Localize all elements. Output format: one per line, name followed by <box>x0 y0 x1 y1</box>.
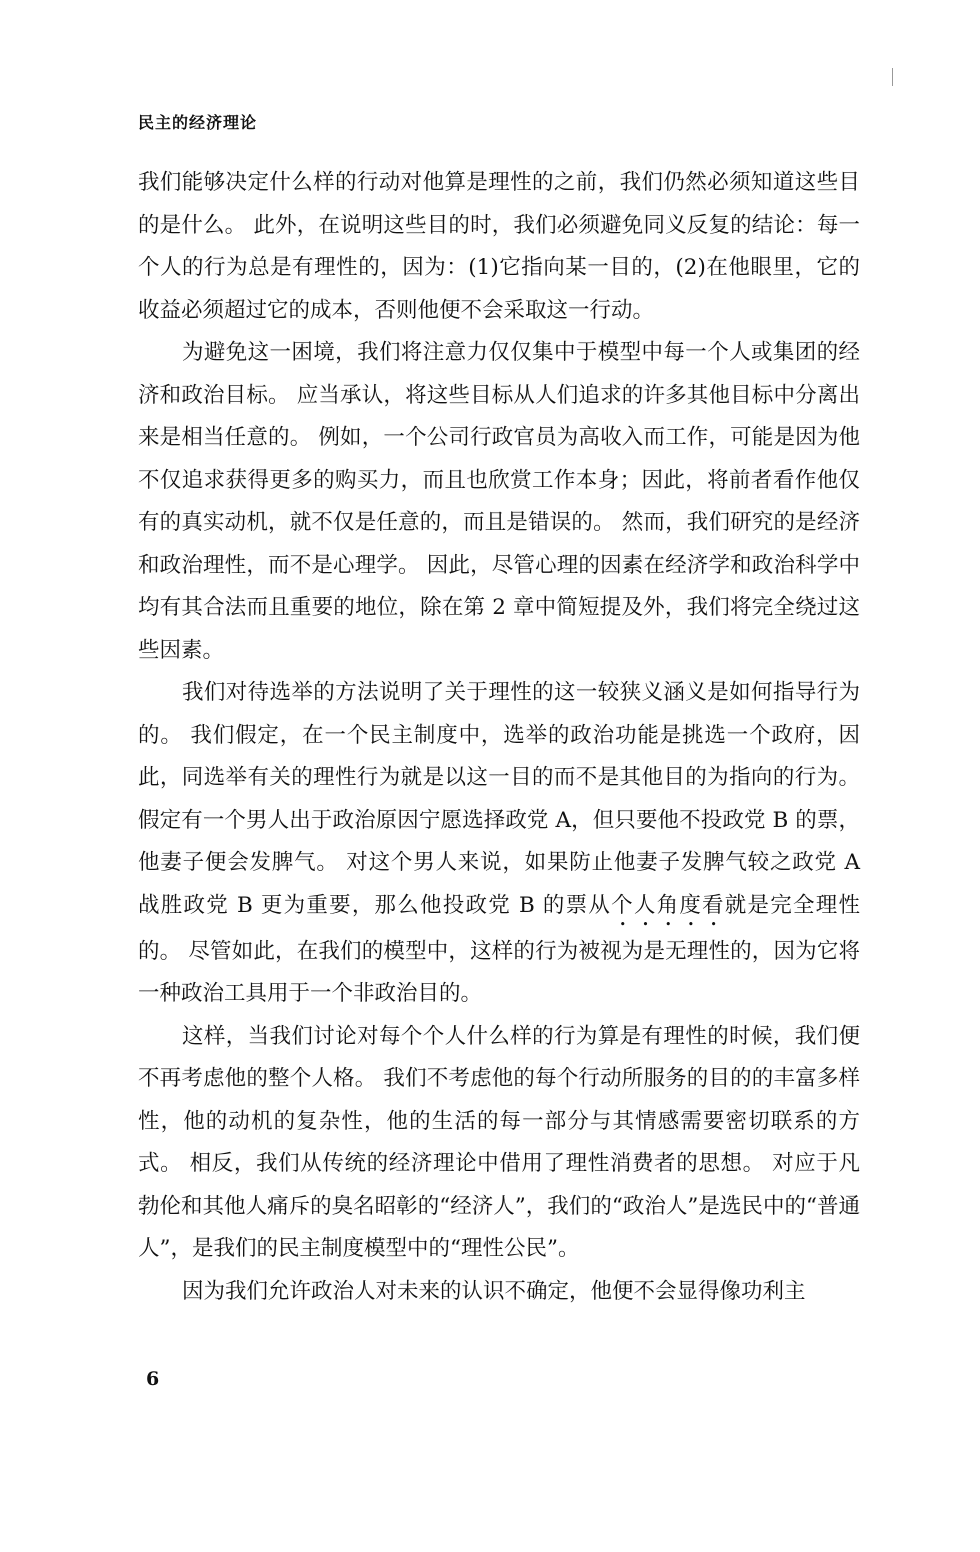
paragraph-1: 我们能够决定什么样的行动对他算是理性的之前，我们仍然必须知道这些目的是什么。 此外，在说明这些目的时，我们必须避免同义反复的结论：每一个人的行为总是有理性的，因为：(1)它指向某一目的，(2)在他眼里，它的收益必须超过它的成本，否则他便不会采取这一行动。 <box>138 170 860 323</box>
paragraph-3-text-before: 我们对待选举的方法说明了关于理性的这一较狭义涵义是如何指导行为的。 我们假定，在一个民主制度中，选举的政治功能是挑选一个政府，因此，同选举有关的理性行为就是以这一目的而不是其他目的为指向的行为。 假定有一个男人出于政治原因宁愿选择政党 A，但只要他不投政党 B 的票，他妻子便会发脾气。 对这个男人来说，如果防止他妻子发脾气较之政党 A 战胜政党 B 更为重要，那么他投政党 B 的票从 <box>138 680 860 918</box>
emphasized-phrase: 个人角度看 <box>611 892 725 918</box>
scan-edge-mark <box>892 68 893 86</box>
paragraph-3-text-after: 就是完全理性的。 尽管如此，在我们的模型中，这样的行为被视为是无理性的，因为它将一种政治工具用于一个非政治目的。 <box>138 892 860 1006</box>
page-number: 6 <box>146 1368 160 1390</box>
body-text <box>138 162 860 1313</box>
paragraph-4: 这样，当我们讨论对每个个人什么样的行为算是有理性的时候，我们便不再考虑他的整个人格。 我们不考虑他的每个行动所服务的目的的丰富多样性，他的动机的复杂性，他的生活的每一部分与其情感需要密切联系的方式。 相反，我们从传统的经济理论中借用了理性消费者的思想。 对应于凡勃伦和其他人痛斥的臭名昭彰的“经济人”，我们的“政治人”是选民中的“普通人”，是我们的民主制度模型中的“理性公民”。 <box>138 1023 860 1261</box>
paragraph-3 <box>138 672 860 1016</box>
paragraph-2: 为避免这一困境，我们将注意力仅仅集中于模型中每一个人或集团的经济和政治目标。 应当承认，将这些目标从人们追求的许多其他目标中分离出来是相当任意的。 例如，一个公司行政官员为高收入而工作，可能是因为他不仅追求获得更多的购买力，而且也欣赏工作本身；因此，将前者看作他仅有的真实动机，就不仅是任意的，而且是错误的。 然而，我们研究的是经济和政治理性，而不是心理学。 因此，尽管心理的因素在经济学和政治科学中均有其合法而且重要的地位，除在第 2 章中简短提及外，我们将完全绕过这些因素。 <box>138 340 860 663</box>
paragraph-5: 因为我们允许政治人对未来的认识不确定，他便不会显得像功利主 <box>182 1278 806 1304</box>
running-header: 民主的经济理论 <box>138 113 258 132</box>
